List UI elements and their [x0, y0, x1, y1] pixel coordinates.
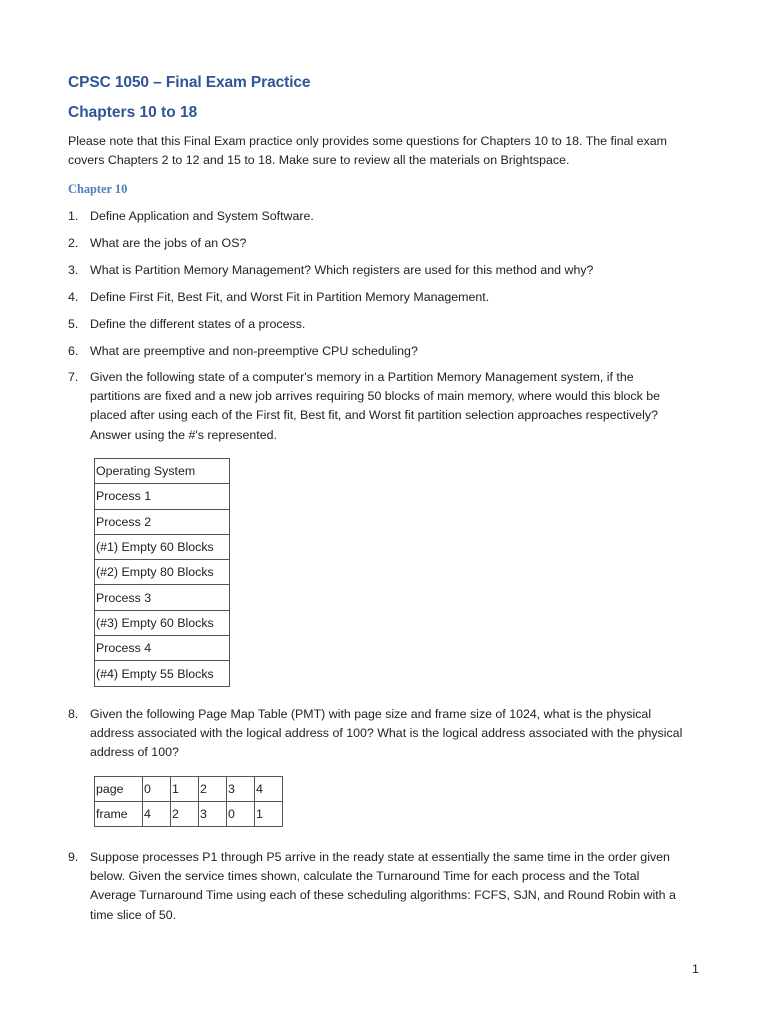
table-cell: 4: [255, 777, 283, 802]
question-line: Suppose processes P1 through P5 arrive in the ready state at essentially the same time in the order given: [90, 850, 670, 864]
table-cell: Process 3: [95, 585, 230, 610]
question-number: 2.: [68, 236, 79, 250]
table-cell: (#4) Empty 55 Blocks: [95, 661, 230, 686]
question-number: 8.: [68, 707, 79, 721]
question-line: Define First Fit, Best Fit, and Worst Fit in Partition Memory Management.: [90, 290, 490, 304]
table-cell: 2: [199, 777, 227, 802]
document-subtitle: Chapters 10 to 18: [68, 104, 198, 121]
question-text: [90, 207, 700, 226]
question-text: [90, 315, 700, 334]
question-number: 7.: [68, 370, 79, 384]
question-text: [90, 234, 700, 253]
table-row: [95, 585, 230, 610]
table-cell: 3: [199, 802, 227, 827]
question-line: Answer using the #'s represented.: [90, 427, 277, 442]
page-number: 1: [692, 962, 699, 976]
question-text: [90, 848, 700, 925]
question-number: 9.: [68, 850, 79, 864]
question-line: Define Application and System Software.: [90, 209, 314, 223]
question-text: [90, 288, 700, 307]
question-line: Define the different states of a process.: [90, 317, 306, 331]
table-cell: (#3) Empty 60 Blocks: [95, 610, 230, 635]
table-header-cell: page: [95, 777, 143, 802]
table-cell: 4: [143, 802, 171, 827]
question-text: [90, 368, 700, 445]
question-line: time slice of 50.: [90, 907, 177, 922]
question-line: address of 100?: [90, 745, 179, 760]
table-row: [95, 802, 283, 827]
question-line: Given the following Page Map Table (PMT) with page size and frame size of 1024, what is the physical: [90, 707, 652, 721]
question-number: 6.: [68, 344, 79, 358]
table-cell: 1: [171, 777, 199, 802]
question-line: What are the jobs of an OS?: [90, 236, 247, 250]
table-cell: Operating System: [95, 459, 230, 484]
table-row: [95, 636, 230, 661]
question-line: address associated with the logical address of 100? What is the logical address associated with the physical: [90, 726, 683, 741]
table-cell: 0: [227, 802, 255, 827]
intro-line: Please note that this Final Exam practice only provides some questions for Chapters 10 to 18. The final exam: [68, 134, 667, 148]
table-row: [95, 610, 230, 635]
question-number: 3.: [68, 263, 79, 277]
table-row: [95, 484, 230, 509]
document-title: CPSC 1050 – Final Exam Practice: [68, 74, 311, 91]
question-text: [90, 705, 700, 763]
question-line: Average Turnaround Time using each of these scheduling algorithms: FCFS, SJN, and Round Robin with a: [90, 888, 676, 903]
table-cell: 0: [143, 777, 171, 802]
question-line: What is Partition Memory Management? Which registers are used for this method and why?: [90, 263, 594, 277]
table-cell: 2: [171, 802, 199, 827]
table-cell: Process 1: [95, 484, 230, 509]
table-row: [95, 509, 230, 534]
chapter-heading: Chapter 10: [68, 182, 128, 196]
table-row: [95, 560, 230, 585]
question-number: 1.: [68, 209, 79, 223]
table-header-cell: frame: [95, 802, 143, 827]
table-cell: (#2) Empty 80 Blocks: [95, 560, 230, 585]
question-line: Given the following state of a computer's memory in a Partition Memory Management system, if the: [90, 370, 634, 384]
question-line: placed after using each of the First fit, Best fit, and Worst fit partition selection approaches respectively?: [90, 408, 658, 423]
table-cell: Process 4: [95, 636, 230, 661]
table-row: [95, 777, 283, 802]
intro-line: covers Chapters 2 to 12 and 15 to 18. Make sure to review all the materials on Brightspace.: [68, 152, 570, 167]
question-number: 4.: [68, 290, 79, 304]
question-number: 5.: [68, 317, 79, 331]
table-row: [95, 534, 230, 559]
memory-partition-table: [94, 458, 230, 687]
question-line: below. Given the service times shown, calculate the Turnaround Time for each process and the Total: [90, 869, 640, 884]
table-cell: (#1) Empty 60 Blocks: [95, 534, 230, 559]
table-row: [95, 661, 230, 686]
question-text: [90, 342, 700, 361]
question-line: partitions are fixed and a new job arrives requiring 50 blocks of main memory, where would this block be: [90, 389, 661, 404]
page-map-table: [94, 776, 283, 827]
table-cell: Process 2: [95, 509, 230, 534]
table-cell: 1: [255, 802, 283, 827]
question-line: What are preemptive and non-preemptive CPU scheduling?: [90, 344, 418, 358]
table-row: [95, 459, 230, 484]
intro-paragraph: [68, 132, 698, 169]
table-cell: 3: [227, 777, 255, 802]
question-text: [90, 261, 700, 280]
